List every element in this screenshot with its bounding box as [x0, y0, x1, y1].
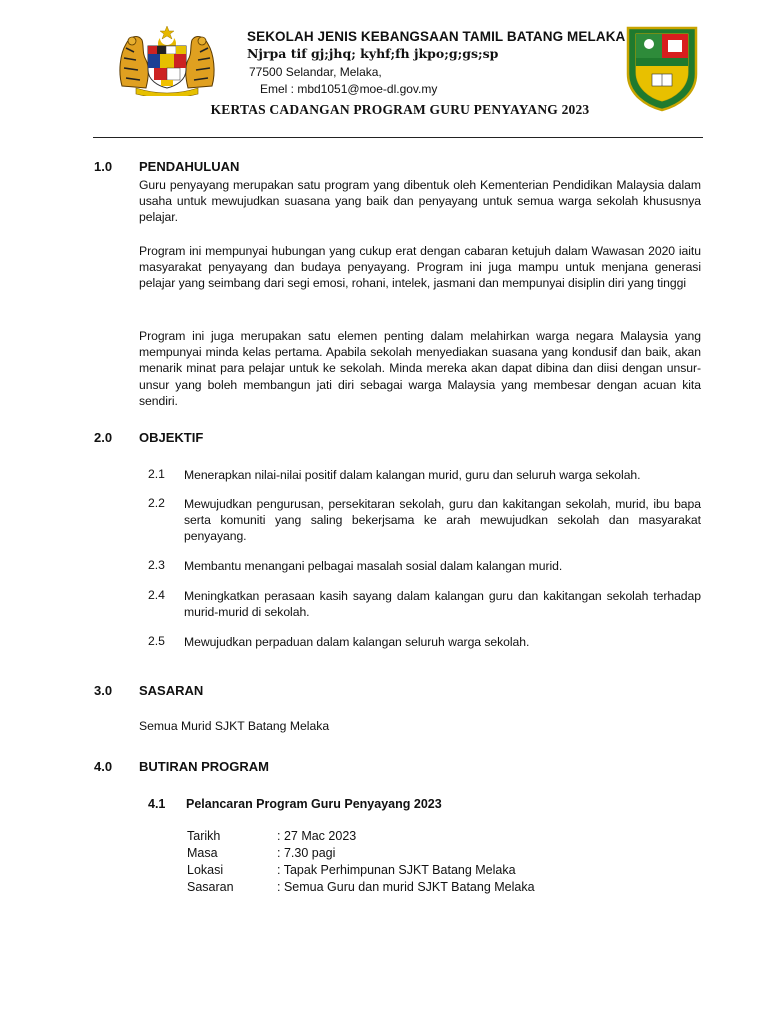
detail-value-lokasi: : Tapak Perhimpunan SJKT Batang Melaka: [277, 863, 516, 877]
detail-value-tarikh: : 27 Mac 2023: [277, 829, 357, 843]
objective-number: 2.3: [148, 558, 165, 572]
detail-value-masa: : 7.30 pagi: [277, 846, 336, 860]
section-title-sasaran: SASARAN: [139, 683, 204, 698]
section-title-objektif: OBJEKTIF: [139, 430, 204, 445]
detail-value-sasaran: : Semua Guru dan murid SJKT Batang Melaka: [277, 880, 535, 894]
section-number: 2.0: [94, 430, 113, 445]
paragraph: Program ini juga merupakan satu elemen penting dalam melahirkan warga negara Malaysia yang mempunyai minda kelas pertama. Apabila sekolah menyediakan suasana yang kondusif dan baik, akan menarik minat para pelajar untuk ke sekolah. Minda mereka akan dapat dibina dan diisi dengan unsur-unsur yang boleh membangun jati diri sebagai warga Malaysia yang membesar dengan acuan kita sendiri.: [139, 329, 701, 408]
objective-text: Membantu menangani pelbagai masalah sosial dalam kalangan murid.: [184, 559, 563, 573]
objective-text: Mewujudkan pengurusan, persekitaran sekolah, guru dan kakitangan sekolah, murid, ibu bapa serta komuniti yang saling bekerjsama ke arah mewujudkan sekolah dan masyarakat penyayang.: [184, 497, 701, 544]
detail-label-lokasi: Lokasi: [187, 863, 224, 877]
target-text: Semua Murid SJKT Batang Melaka: [139, 719, 330, 733]
school-address: 77500 Selandar, Melaka,: [249, 65, 382, 79]
document-title: KERTAS CADANGAN PROGRAM GURU PENYAYANG 2023: [210, 102, 590, 117]
malaysia-coat-of-arms-logo: [116, 24, 218, 96]
objective-number: 2.4: [148, 588, 165, 602]
objective-text: Mewujudkan perpaduan dalam kalangan seluruh warga sekolah.: [184, 635, 530, 649]
subsection-title: Pelancaran Program Guru Penyayang 2023: [186, 797, 442, 811]
paragraph: Guru penyayang merupakan satu program yang dibentuk oleh Kementerian Pendidikan Malaysia dalam usaha untuk mewujudkan suasana yang baik dan penyayang untuk semua warga sekolah khususnya pelajar.: [139, 178, 701, 225]
section-number: 1.0: [94, 159, 113, 174]
objective-number: 2.1: [148, 467, 165, 481]
objective-text: Meningkatkan perasaan kasih sayang dalam kalangan guru dan kakitangan sekolah terhadap murid-murid di sekolah.: [184, 589, 701, 620]
section-number: 3.0: [94, 683, 113, 698]
school-crest-logo: [624, 22, 700, 112]
paragraph: Program ini mempunyai hubungan yang cukup erat dengan cabaran ketujuh dalam Wawasan 2020 iaitu masyarakat penyayang dan budaya penyayang. Program ini juga mampu untuk menjana generasi pelajar yang seimbang dari segi emosi, rohani, intelek, jasmani dan mempunyai disiplin diri yang tinggi: [139, 244, 701, 291]
detail-label-masa: Masa: [187, 846, 218, 860]
school-email: Emel : mbd1051@moe-dl.gov.my: [260, 82, 438, 96]
objective-text: Menerapkan nilai-nilai positif dalam kalangan murid, guru dan seluruh warga sekolah.: [184, 468, 641, 482]
school-name: SEKOLAH JENIS KEBANGSAAN TAMIL BATANG MELAKA: [247, 29, 626, 44]
subsection-number: 4.1: [148, 797, 166, 811]
detail-label-sasaran: Sasaran: [187, 880, 234, 894]
objective-number: 2.5: [148, 634, 165, 648]
detail-label-tarikh: Tarikh: [187, 829, 221, 843]
section-title-butiran-program: BUTIRAN PROGRAM: [139, 759, 269, 774]
school-name-tamil: Njrpa tif gj;jhq; kyhf;fh jkpo;g;gs;sp: [247, 46, 499, 61]
objective-number: 2.2: [148, 496, 165, 510]
header-divider: [93, 137, 703, 138]
section-title-pendahuluan: PENDAHULUAN: [139, 159, 240, 174]
section-number: 4.0: [94, 759, 113, 774]
